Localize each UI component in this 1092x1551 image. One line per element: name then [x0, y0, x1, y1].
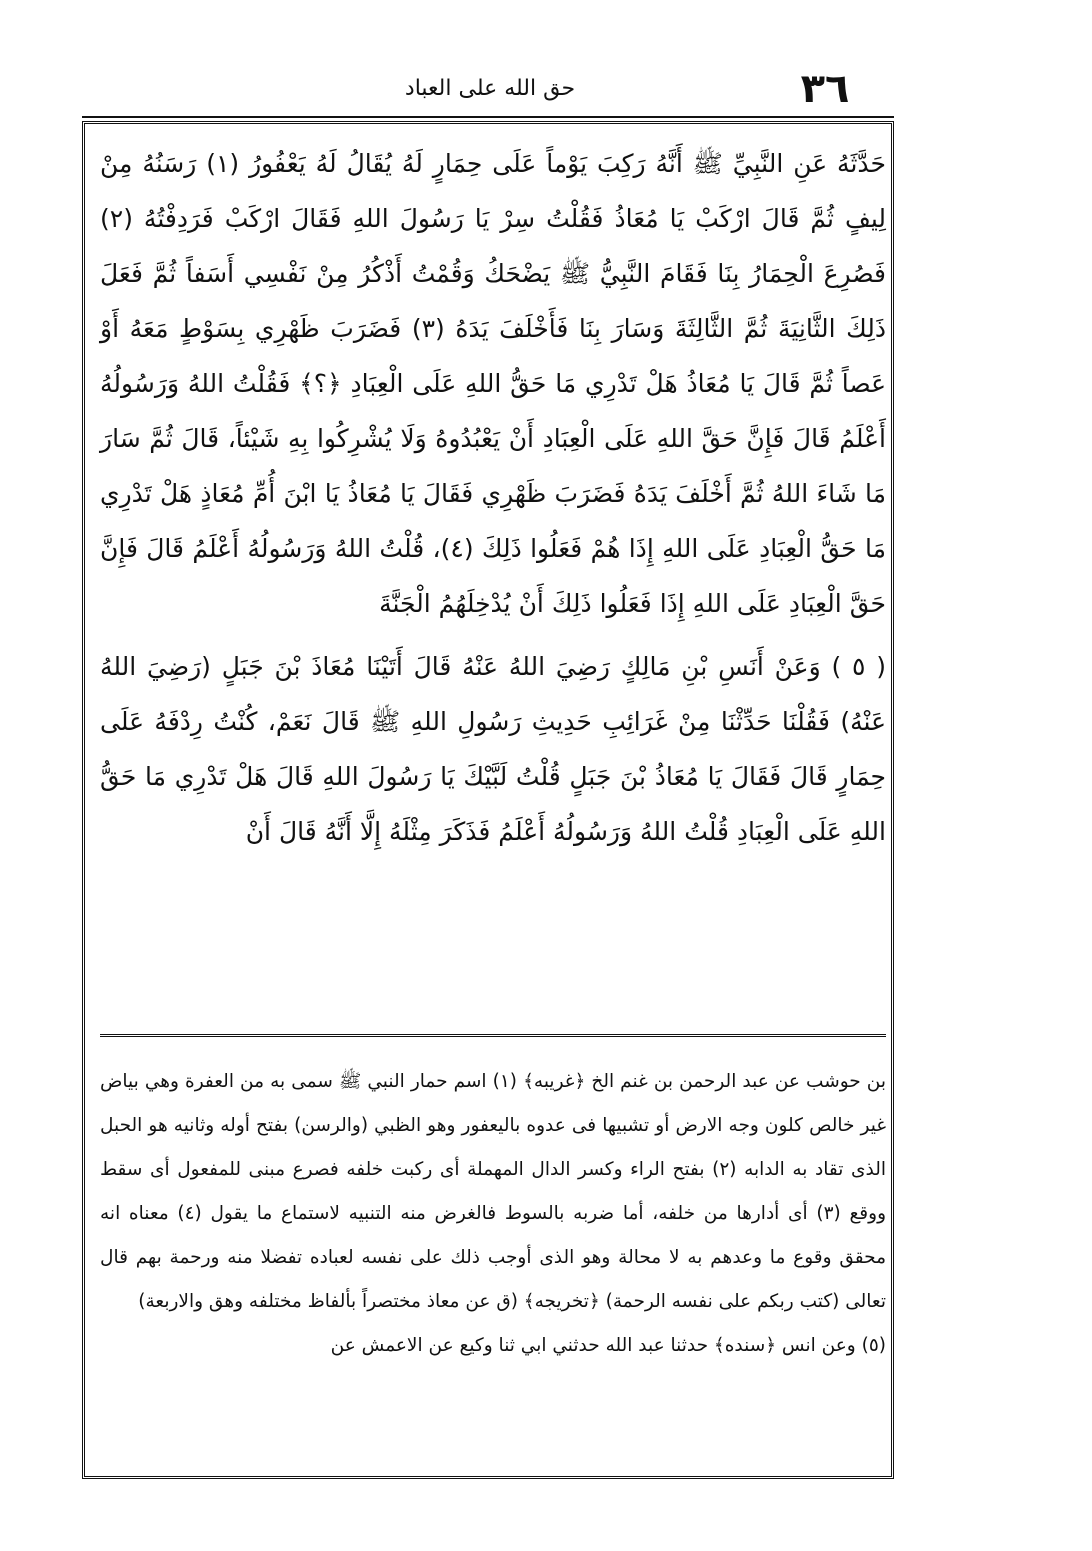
header-rule	[82, 116, 894, 118]
hadith-text	[100, 136, 886, 859]
footnote-paragraph-2: (٥) وعن انس ﴿سنده﴾ حدثنا عبد الله حدثني ابي ثنا وكيع عن الاعمش عن	[330, 1335, 886, 1356]
hadith-paragraph-1: حَدَّثَهُ عَنِ النَّبِيِّ ﷺ أَنَّهُ رَكِبَ يَوْماً عَلَى حِمَارٍ لَهُ يُقَالُ لَهُ يَعْفُورُ (١) رَسَنُهُ مِنْ لِيفٍ ثُمَّ قَالَ ارْكَبْ يَا مُعَاذُ فَقُلْتُ سِرْ يَا رَسُولَ اللهِ فَقَالَ ارْكَبْ فَرَدِفْتُهُ (٢) فَصُرِعَ الْحِمَارُ بِنَا فَقَامَ النَّبِيُّ ﷺ يَضْحَكُ وَقُمْتُ أَذْكُرُ مِنْ نَفْسِي أَسَفاً ثُمَّ فَعَلَ ذَلِكَ الثَّانِيَةَ ثُمَّ الثَّالِثَةَ وَسَارَ بِنَا فَأَخْلَفَ يَدَهُ (٣) فَضَرَبَ ظَهْرِي بِسَوْطٍ مَعَهُ أَوْ عَصاً ثُمَّ قَالَ يَا مُعَاذُ هَلْ تَدْرِي مَا حَقُّ اللهِ عَلَى الْعِبَادِ ﴿؟﴾ فَقُلْتُ اللهُ وَرَسُولُهُ أَعْلَمُ قَالَ فَإِنَّ حَقَّ اللهِ عَلَى الْعِبَادِ أَنْ يَعْبُدُوهُ وَلَا يُشْرِكُوا بِهِ شَيْئاً، قَالَ ثُمَّ سَارَ مَا شَاءَ اللهُ ثُمَّ أَخْلَفَ يَدَهُ فَضَرَبَ ظَهْرِي فَقَالَ يَا مُعَاذُ يَا ابْنَ أُمِّ مُعَاذٍ هَلْ تَدْرِي مَا حَقُّ الْعِبَادِ عَلَى اللهِ إِذَا هُمْ فَعَلُوا ذَلِكَ (٤)، قُلْتُ اللهُ وَرَسُولُهُ أَعْلَمُ قَالَ فَإِنَّ حَقَّ الْعِبَادِ عَلَى اللهِ إِذَا فَعَلُوا ذَلِكَ أَنْ يُدْخِلَهُمُ الْجَنَّةَ	[100, 149, 886, 618]
footnote-paragraph-1: بن حوشب عن عبد الرحمن بن غنم الخ ﴿غريبه﴾ (١) اسم حمار النبي ﷺ سمى به من العفرة وهي بياض غير خالص كلون وجه الارض أو تشبيها فى عدوه باليعفور وهو الظبي (والرسن) بفتح أوله وثانيه هو الحبل الذى تقاد به الدابه (٢) بفتح الراء وكسر الدال المهملة أى ركبت خلفه فصرع مبنى للمفعول أى سقط ووقع (٣) أى أدارها من خلفه، أما ضربه بالسوط فالغرض منه التنبيه لاستماع ما يقول (٤) معناه انه محقق وقوع ما وعدهم به لا محالة وهو الذى أوجب ذلك على نفسه لعباده تفضلا منه ورحمة بهم قال تعالى (كتب ربكم على نفسه الرحمة) ﴿تخريجه﴾ (ق عن معاذ مختصراً بألفاظ مختلفه وهق والاربعة)	[100, 1071, 887, 1312]
page-number: ٣٦	[800, 66, 850, 112]
hadith-paragraph-2: ( ٥ ) وَعَنْ أَنَسِ بْنِ مَالِكٍ رَضِيَ اللهُ عَنْهُ قَالَ أَتَيْنَا مُعَاذَ بْنَ جَبَلٍ (رَضِيَ اللهُ عَنْهُ) فَقُلْنَا حَدِّثْنَا مِنْ غَرَائِبِ حَدِيثِ رَسُولِ اللهِ ﷺ قَالَ نَعَمْ، كُنْتُ رِدْفَهُ عَلَى حِمَارٍ قَالَ فَقَالَ يَا مُعَاذُ بْنَ جَبَلٍ قُلْتُ لَبَّيْكَ يَا رَسُولَ اللهِ قَالَ هَلْ تَدْرِي مَا حَقُّ اللهِ عَلَى الْعِبَادِ قُلْتُ اللهُ وَرَسُولُهُ أَعْلَمُ فَذَكَرَ مِثْلَهُ إِلَّا أَنَّهُ قَالَ أَنْ	[100, 652, 887, 846]
running-title: حق الله على العباد	[404, 76, 576, 101]
footnotes	[100, 1060, 886, 1368]
footnote-divider	[100, 1034, 886, 1037]
